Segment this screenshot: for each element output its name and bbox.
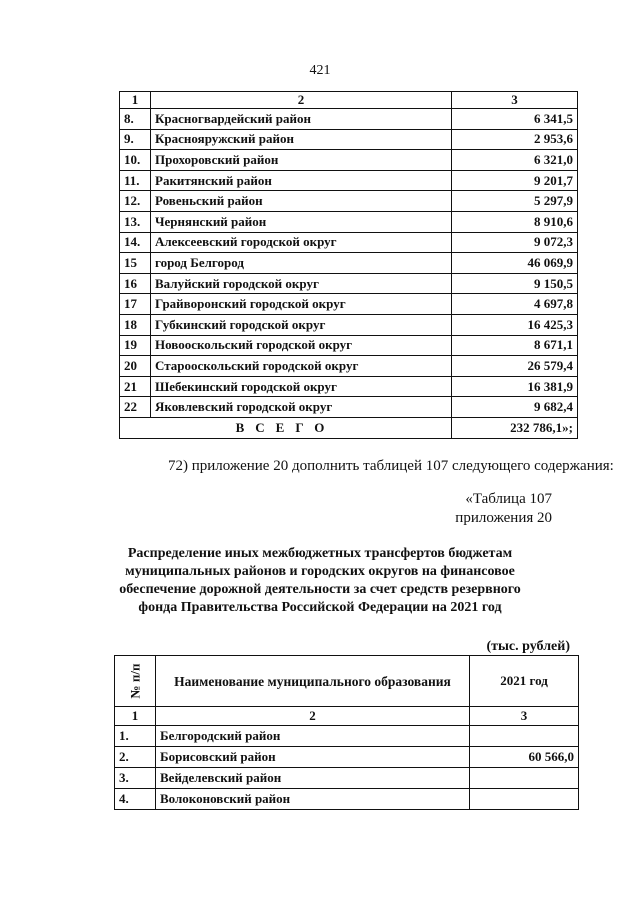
row-name: Красногвардейский район (151, 109, 452, 130)
table-row (120, 150, 578, 171)
total-row (120, 417, 578, 438)
header-year-column: 2021 год (470, 656, 579, 707)
row-value (470, 768, 579, 789)
row-value: 5 297,9 (452, 191, 578, 212)
header-col-2: 2 (151, 92, 452, 109)
table-row (120, 129, 578, 150)
row-number: 18 (120, 314, 151, 335)
table-row (115, 747, 579, 768)
header-col-3: 3 (452, 92, 578, 109)
row-value: 8 910,6 (452, 211, 578, 232)
row-number: 2. (115, 747, 156, 768)
index-col-1: 1 (115, 707, 156, 726)
row-name: Краснояружский район (151, 129, 452, 150)
row-number: 10. (120, 150, 151, 171)
row-name: Яковлевский городской округ (151, 397, 452, 418)
table-row (115, 726, 579, 747)
row-number: 16 (120, 273, 151, 294)
row-value: 46 069,9 (452, 253, 578, 274)
header-number-column (115, 656, 156, 707)
column-index-row (115, 707, 579, 726)
header-name-column: Наименование муниципального образования (156, 656, 470, 707)
row-number: 1. (115, 726, 156, 747)
row-value: 8 671,1 (452, 335, 578, 356)
row-name: Шебекинский городской округ (151, 376, 452, 397)
row-name: Чернянский район (151, 211, 452, 232)
table-row (120, 170, 578, 191)
table-row (115, 789, 579, 810)
total-value: 232 786,1»; (452, 417, 578, 438)
row-number: 3. (115, 768, 156, 789)
table-row (120, 191, 578, 212)
row-number: 17 (120, 294, 151, 315)
row-value: 26 579,4 (452, 356, 578, 377)
table-row (120, 109, 578, 130)
row-number: 11. (120, 170, 151, 191)
row-value: 9 682,4 (452, 397, 578, 418)
row-name: Прохоровский район (151, 150, 452, 171)
header-col-1: 1 (120, 92, 151, 109)
row-number: 19 (120, 335, 151, 356)
row-number: 13. (120, 211, 151, 232)
section-title: Распределение иных межбюджетных трансфертов бюджетам муниципальных районов и городских округов на финансовое обеспечение дорожной деятельности за счет средств резервного фонда Правительства Российской Федерации на 2021 год (119, 546, 521, 615)
page-number: 421 (309, 63, 331, 78)
row-name: Белгородский район (156, 726, 470, 747)
row-number: 12. (120, 191, 151, 212)
table-row (115, 768, 579, 789)
budget-table-continuation (119, 91, 578, 439)
table-reference: «Таблица 107 (465, 491, 552, 507)
row-name: Вейделевский район (156, 768, 470, 789)
table-row (120, 211, 578, 232)
row-name: Ровеньский район (151, 191, 452, 212)
row-name: Борисовский район (156, 747, 470, 768)
index-col-2: 2 (156, 707, 470, 726)
row-value: 2 953,6 (452, 129, 578, 150)
table-row (120, 397, 578, 418)
row-number: 14. (120, 232, 151, 253)
table-row (120, 253, 578, 274)
row-value (470, 789, 579, 810)
table-header-row (120, 92, 578, 109)
row-number: 4. (115, 789, 156, 810)
table-row (120, 335, 578, 356)
row-name: Алексеевский городской округ (151, 232, 452, 253)
row-number: 22 (120, 397, 151, 418)
row-value: 60 566,0 (470, 747, 579, 768)
row-value: 16 425,3 (452, 314, 578, 335)
table-row (120, 294, 578, 315)
table-row (120, 376, 578, 397)
row-value: 9 201,7 (452, 170, 578, 191)
row-number: 21 (120, 376, 151, 397)
row-value: 6 341,5 (452, 109, 578, 130)
row-number: 9. (120, 129, 151, 150)
units-label: (тыс. рублей) (486, 639, 570, 654)
row-name: Старооскольский городской округ (151, 356, 452, 377)
row-value (470, 726, 579, 747)
row-name: Грайворонский городской округ (151, 294, 452, 315)
total-label: ВСЕГО (120, 417, 452, 438)
transfers-table (114, 655, 579, 810)
row-name: город Белгород (151, 253, 452, 274)
row-value: 6 321,0 (452, 150, 578, 171)
row-value: 4 697,8 (452, 294, 578, 315)
table-row (120, 232, 578, 253)
row-name: Валуйский городской округ (151, 273, 452, 294)
row-number: 15 (120, 253, 151, 274)
row-number: 20 (120, 356, 151, 377)
row-value: 9 150,5 (452, 273, 578, 294)
table-row (120, 356, 578, 377)
row-value: 9 072,3 (452, 232, 578, 253)
table-row (120, 314, 578, 335)
row-name: Волоконовский район (156, 789, 470, 810)
number-header-text: № п/п (127, 663, 142, 699)
table-row (120, 273, 578, 294)
row-name: Новооскольский городской округ (151, 335, 452, 356)
table-header-row (115, 656, 579, 707)
row-value: 16 381,9 (452, 376, 578, 397)
row-name: Губкинский городской округ (151, 314, 452, 335)
row-name: Ракитянский район (151, 170, 452, 191)
row-number: 8. (120, 109, 151, 130)
index-col-3: 3 (470, 707, 579, 726)
appendix-reference: приложения 20 (455, 510, 552, 526)
amendment-paragraph: 72) приложение 20 дополнить таблицей 107 следующего содержания: (168, 458, 614, 474)
